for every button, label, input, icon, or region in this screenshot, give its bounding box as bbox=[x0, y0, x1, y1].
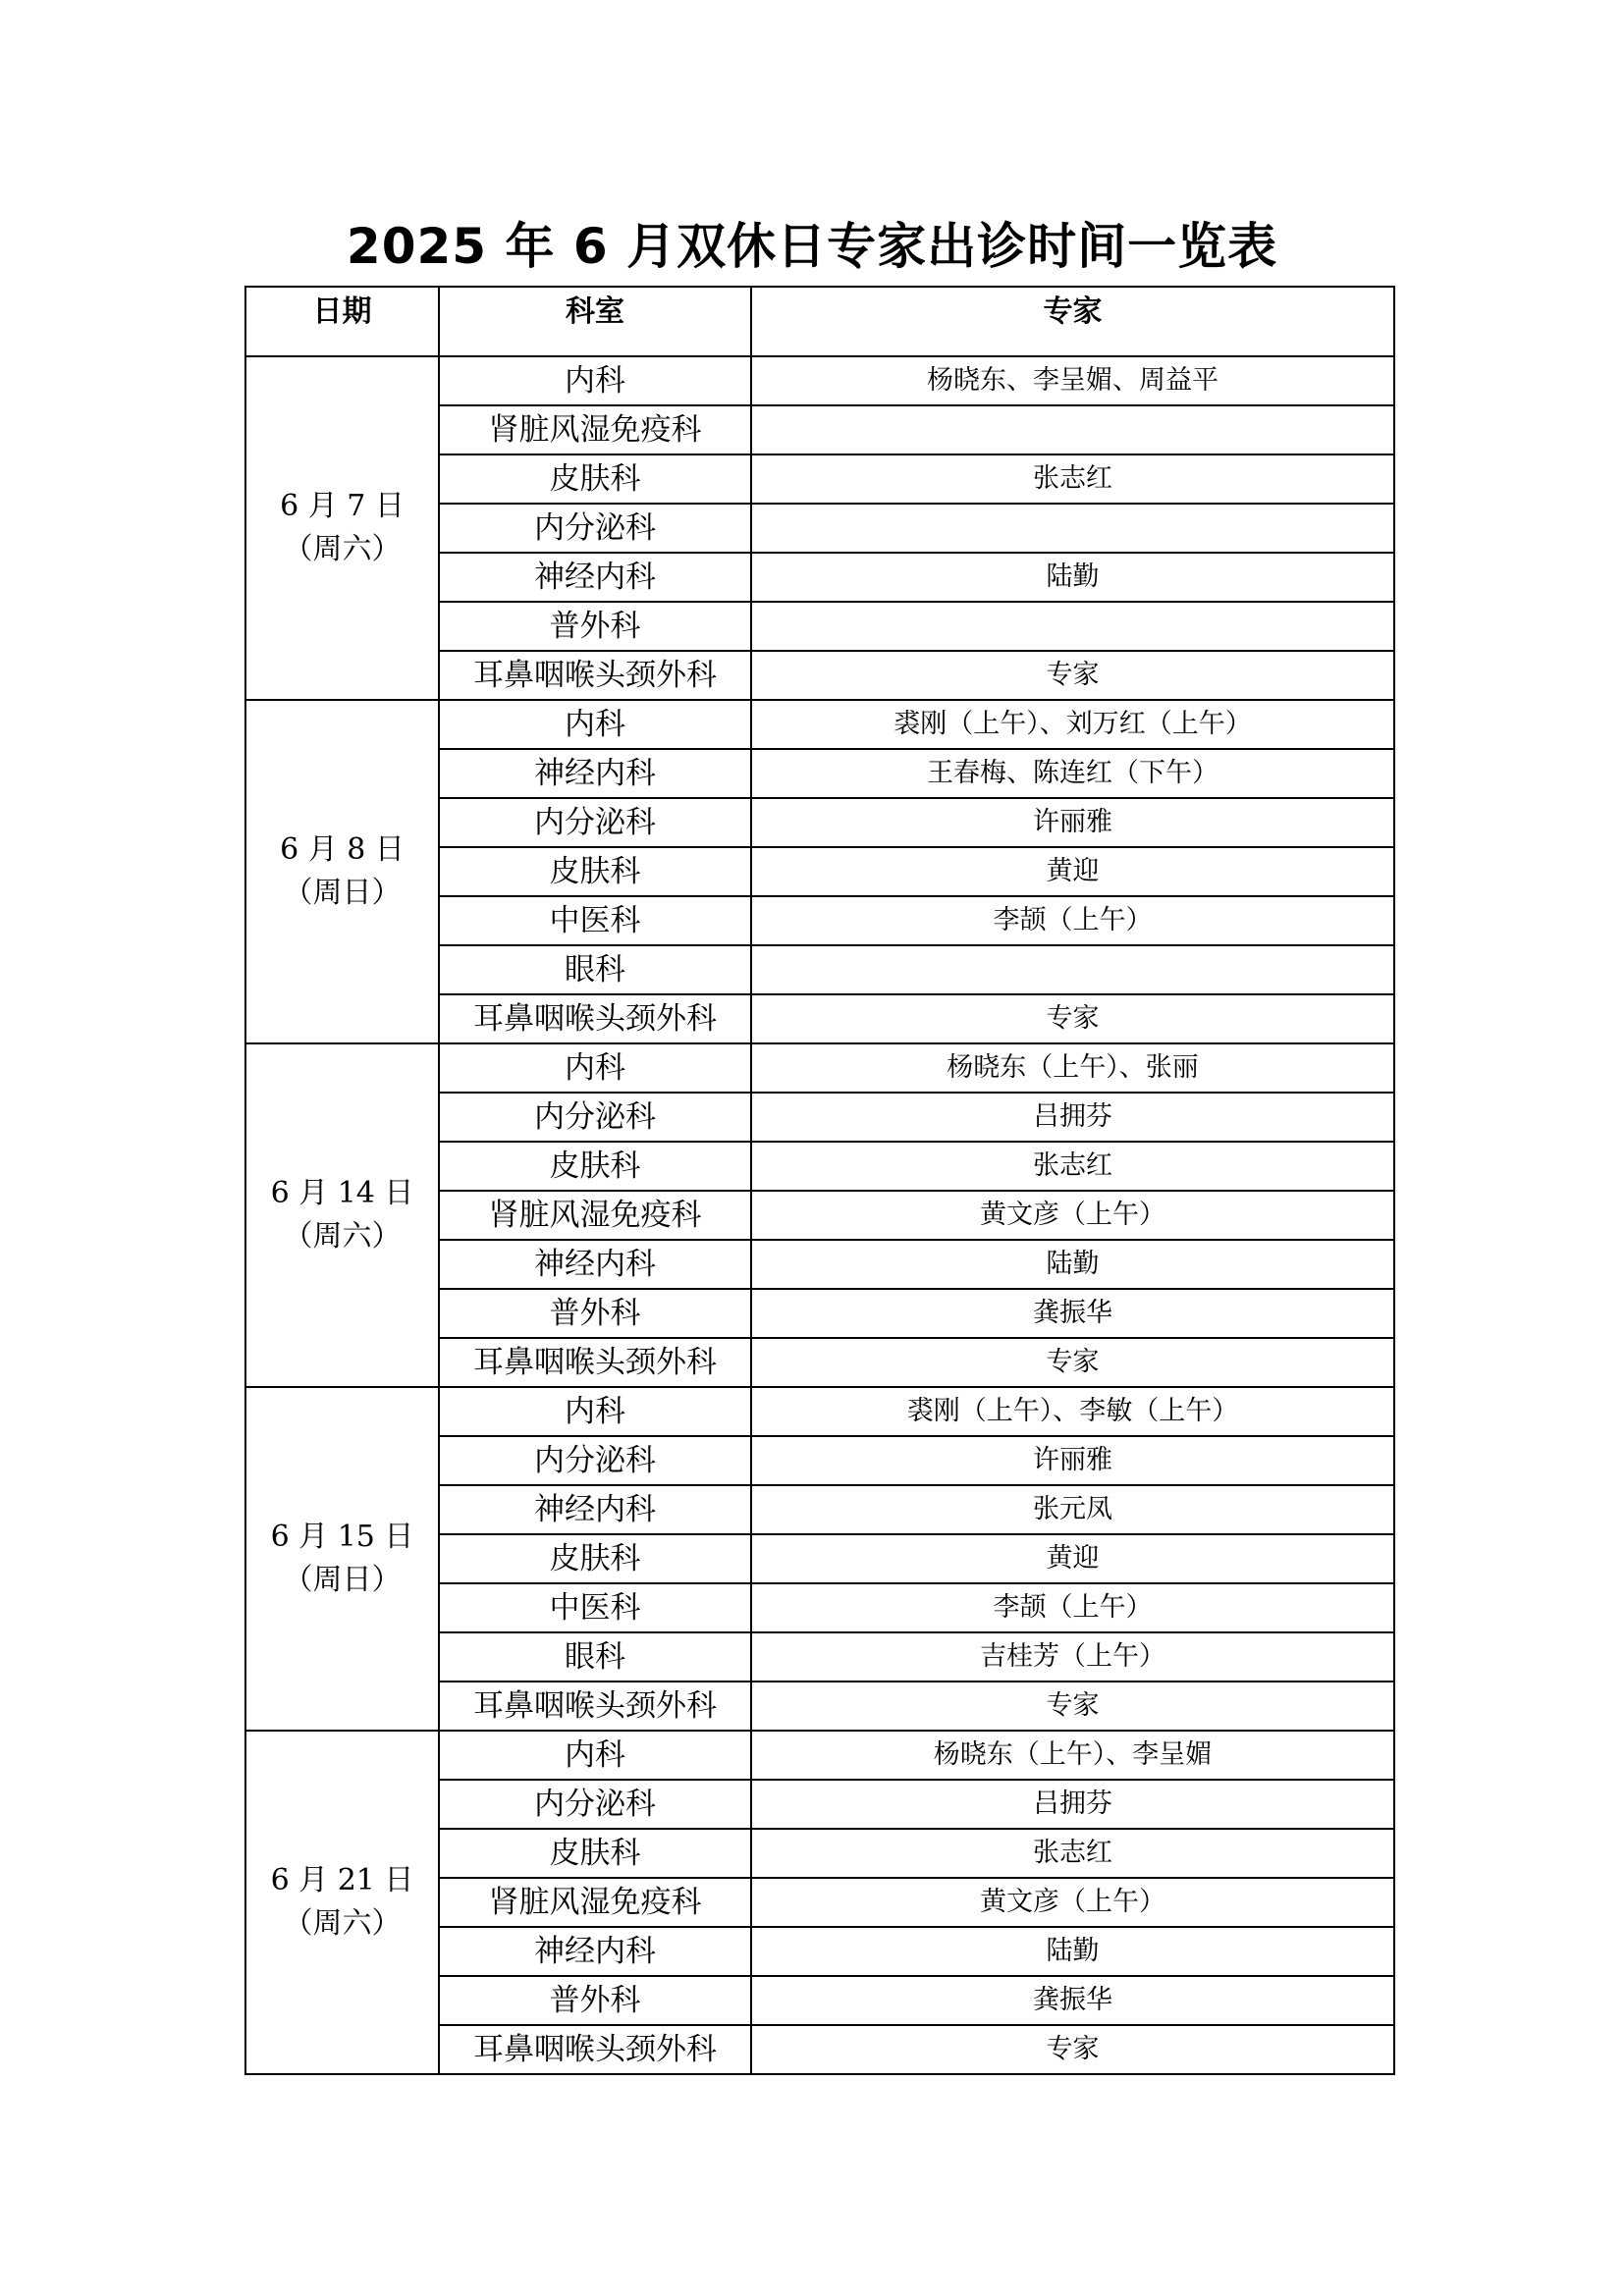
date-cell bbox=[245, 1043, 439, 1387]
department-cell: 耳鼻咽喉头颈外科 bbox=[439, 1338, 751, 1387]
department-cell: 皮肤科 bbox=[439, 1534, 751, 1583]
department-cell: 内分泌科 bbox=[439, 504, 751, 553]
department-cell: 皮肤科 bbox=[439, 847, 751, 896]
expert-cell: 王春梅、陈连红（下午） bbox=[751, 749, 1394, 798]
weekday-text: （周日） bbox=[283, 876, 402, 910]
expert-cell: 龚振华 bbox=[751, 1976, 1394, 2025]
expert-cell: 李颉（上午） bbox=[751, 1583, 1394, 1632]
expert-cell: 陆勤 bbox=[751, 1240, 1394, 1289]
column-header-expert: 专家 bbox=[751, 287, 1394, 356]
date-cell bbox=[245, 356, 439, 700]
expert-cell: 陆勤 bbox=[751, 1927, 1394, 1976]
expert-cell: 杨晓东、李呈媚、周益平 bbox=[751, 356, 1394, 405]
expert-cell: 张志红 bbox=[751, 454, 1394, 504]
expert-cell: 吕拥芬 bbox=[751, 1093, 1394, 1142]
column-header-date: 日期 bbox=[245, 287, 439, 356]
table-row bbox=[245, 1731, 1394, 1780]
date-text: 6 月 15 日 bbox=[270, 1520, 414, 1554]
expert-cell: 裘刚（上午）、刘万红（上午） bbox=[751, 700, 1394, 749]
table-row bbox=[245, 1043, 1394, 1093]
department-cell: 肾脏风湿免疫科 bbox=[439, 1191, 751, 1240]
weekday-text: （周日） bbox=[283, 1563, 402, 1597]
department-cell: 耳鼻咽喉头颈外科 bbox=[439, 1682, 751, 1731]
header-row bbox=[245, 287, 1394, 356]
department-cell: 中医科 bbox=[439, 1583, 751, 1632]
date-cell bbox=[245, 1387, 439, 1731]
department-cell: 内科 bbox=[439, 1043, 751, 1093]
department-cell: 肾脏风湿免疫科 bbox=[439, 1878, 751, 1927]
expert-cell bbox=[751, 945, 1394, 994]
department-cell: 内分泌科 bbox=[439, 1436, 751, 1485]
department-cell: 神经内科 bbox=[439, 1240, 751, 1289]
page-title: 2025 年 6 月双休日专家出诊时间一览表 bbox=[346, 218, 1278, 275]
expert-cell: 专家 bbox=[751, 1338, 1394, 1387]
weekday-text: （周六） bbox=[283, 532, 402, 566]
expert-cell: 专家 bbox=[751, 651, 1394, 700]
date-cell bbox=[245, 700, 439, 1043]
expert-cell: 专家 bbox=[751, 1682, 1394, 1731]
expert-cell: 许丽雅 bbox=[751, 1436, 1394, 1485]
department-cell: 肾脏风湿免疫科 bbox=[439, 405, 751, 454]
department-cell: 中医科 bbox=[439, 896, 751, 945]
department-cell: 内科 bbox=[439, 1387, 751, 1436]
expert-cell bbox=[751, 504, 1394, 553]
department-cell: 神经内科 bbox=[439, 1485, 751, 1534]
expert-cell: 陆勤 bbox=[751, 553, 1394, 602]
date-text: 6 月 8 日 bbox=[280, 832, 405, 867]
date-cell bbox=[245, 1731, 439, 2074]
expert-cell: 吕拥芬 bbox=[751, 1780, 1394, 1829]
department-cell: 普外科 bbox=[439, 602, 751, 651]
expert-cell: 李颉（上午） bbox=[751, 896, 1394, 945]
table-body bbox=[245, 356, 1394, 2074]
expert-cell bbox=[751, 602, 1394, 651]
expert-cell: 黄文彦（上午） bbox=[751, 1191, 1394, 1240]
department-cell: 皮肤科 bbox=[439, 1829, 751, 1878]
expert-cell: 专家 bbox=[751, 2025, 1394, 2074]
department-cell: 神经内科 bbox=[439, 553, 751, 602]
expert-cell: 张元凤 bbox=[751, 1485, 1394, 1534]
department-cell: 耳鼻咽喉头颈外科 bbox=[439, 2025, 751, 2074]
date-text: 6 月 7 日 bbox=[280, 489, 405, 523]
expert-cell: 专家 bbox=[751, 994, 1394, 1043]
department-cell: 内分泌科 bbox=[439, 1093, 751, 1142]
table-row bbox=[245, 700, 1394, 749]
date-text: 6 月 21 日 bbox=[270, 1863, 414, 1897]
department-cell: 普外科 bbox=[439, 1976, 751, 2025]
department-cell: 内科 bbox=[439, 356, 751, 405]
weekday-text: （周六） bbox=[283, 1219, 402, 1254]
department-cell: 神经内科 bbox=[439, 749, 751, 798]
table-row bbox=[245, 1387, 1394, 1436]
department-cell: 内分泌科 bbox=[439, 798, 751, 847]
expert-cell: 黄迎 bbox=[751, 847, 1394, 896]
expert-cell: 杨晓东（上午）、李呈媚 bbox=[751, 1731, 1394, 1780]
expert-cell: 杨晓东（上午）、张丽 bbox=[751, 1043, 1394, 1093]
department-cell: 神经内科 bbox=[439, 1927, 751, 1976]
department-cell: 耳鼻咽喉头颈外科 bbox=[439, 651, 751, 700]
department-cell: 眼科 bbox=[439, 1632, 751, 1682]
expert-cell: 黄迎 bbox=[751, 1534, 1394, 1583]
expert-cell: 张志红 bbox=[751, 1142, 1394, 1191]
weekday-text: （周六） bbox=[283, 1906, 402, 1941]
department-cell: 普外科 bbox=[439, 1289, 751, 1338]
expert-cell bbox=[751, 405, 1394, 454]
department-cell: 皮肤科 bbox=[439, 1142, 751, 1191]
department-cell: 内分泌科 bbox=[439, 1780, 751, 1829]
expert-cell: 黄文彦（上午） bbox=[751, 1878, 1394, 1927]
expert-cell: 吉桂芳（上午） bbox=[751, 1632, 1394, 1682]
department-cell: 眼科 bbox=[439, 945, 751, 994]
expert-cell: 许丽雅 bbox=[751, 798, 1394, 847]
expert-cell: 裘刚（上午）、李敏（上午） bbox=[751, 1387, 1394, 1436]
department-cell: 耳鼻咽喉头颈外科 bbox=[439, 994, 751, 1043]
column-header-department: 科室 bbox=[439, 287, 751, 356]
schedule-table bbox=[244, 286, 1395, 2075]
expert-cell: 张志红 bbox=[751, 1829, 1394, 1878]
date-text: 6 月 14 日 bbox=[270, 1176, 414, 1210]
department-cell: 内科 bbox=[439, 700, 751, 749]
table-row bbox=[245, 356, 1394, 405]
department-cell: 内科 bbox=[439, 1731, 751, 1780]
expert-cell: 龚振华 bbox=[751, 1289, 1394, 1338]
department-cell: 皮肤科 bbox=[439, 454, 751, 504]
table-header bbox=[245, 287, 1394, 356]
